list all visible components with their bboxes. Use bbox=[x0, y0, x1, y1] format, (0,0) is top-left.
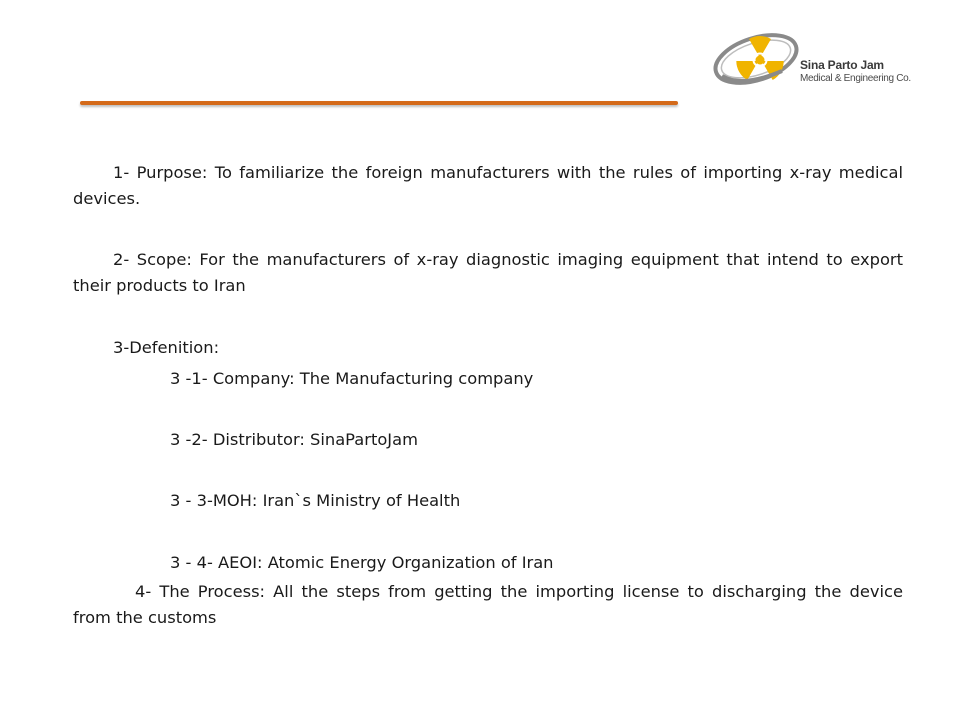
header-divider bbox=[80, 101, 678, 105]
definition-item: 3 - 4- AEOI: Atomic Energy Organization of Iran bbox=[170, 553, 554, 572]
radiation-ring-logo-icon bbox=[712, 26, 808, 96]
definition-item: 3 - 3-MOH: Iran`s Ministry of Health bbox=[170, 491, 461, 510]
slide-body bbox=[73, 160, 903, 631]
definition-item: 3 -2- Distributor: SinaPartoJam bbox=[170, 430, 418, 449]
company-logo bbox=[712, 26, 922, 96]
company-subtitle: Medical & Engineering Co. bbox=[800, 73, 911, 84]
purpose-paragraph: 1- Purpose: To familiarize the foreign manufacturers with the rules of importing x-ray medical devices. bbox=[73, 163, 903, 208]
company-name: Sina Parto Jam bbox=[800, 58, 884, 72]
scope-paragraph: 2- Scope: For the manufacturers of x-ray diagnostic imaging equipment that intend to export their products to Iran bbox=[73, 250, 903, 295]
definition-item: 3 -1- Company: The Manufacturing company bbox=[170, 369, 534, 388]
process-paragraph: 4- The Process: All the steps from getting the importing license to discharging the device from the customs bbox=[73, 582, 903, 627]
definition-heading: 3-Defenition: bbox=[113, 338, 220, 357]
